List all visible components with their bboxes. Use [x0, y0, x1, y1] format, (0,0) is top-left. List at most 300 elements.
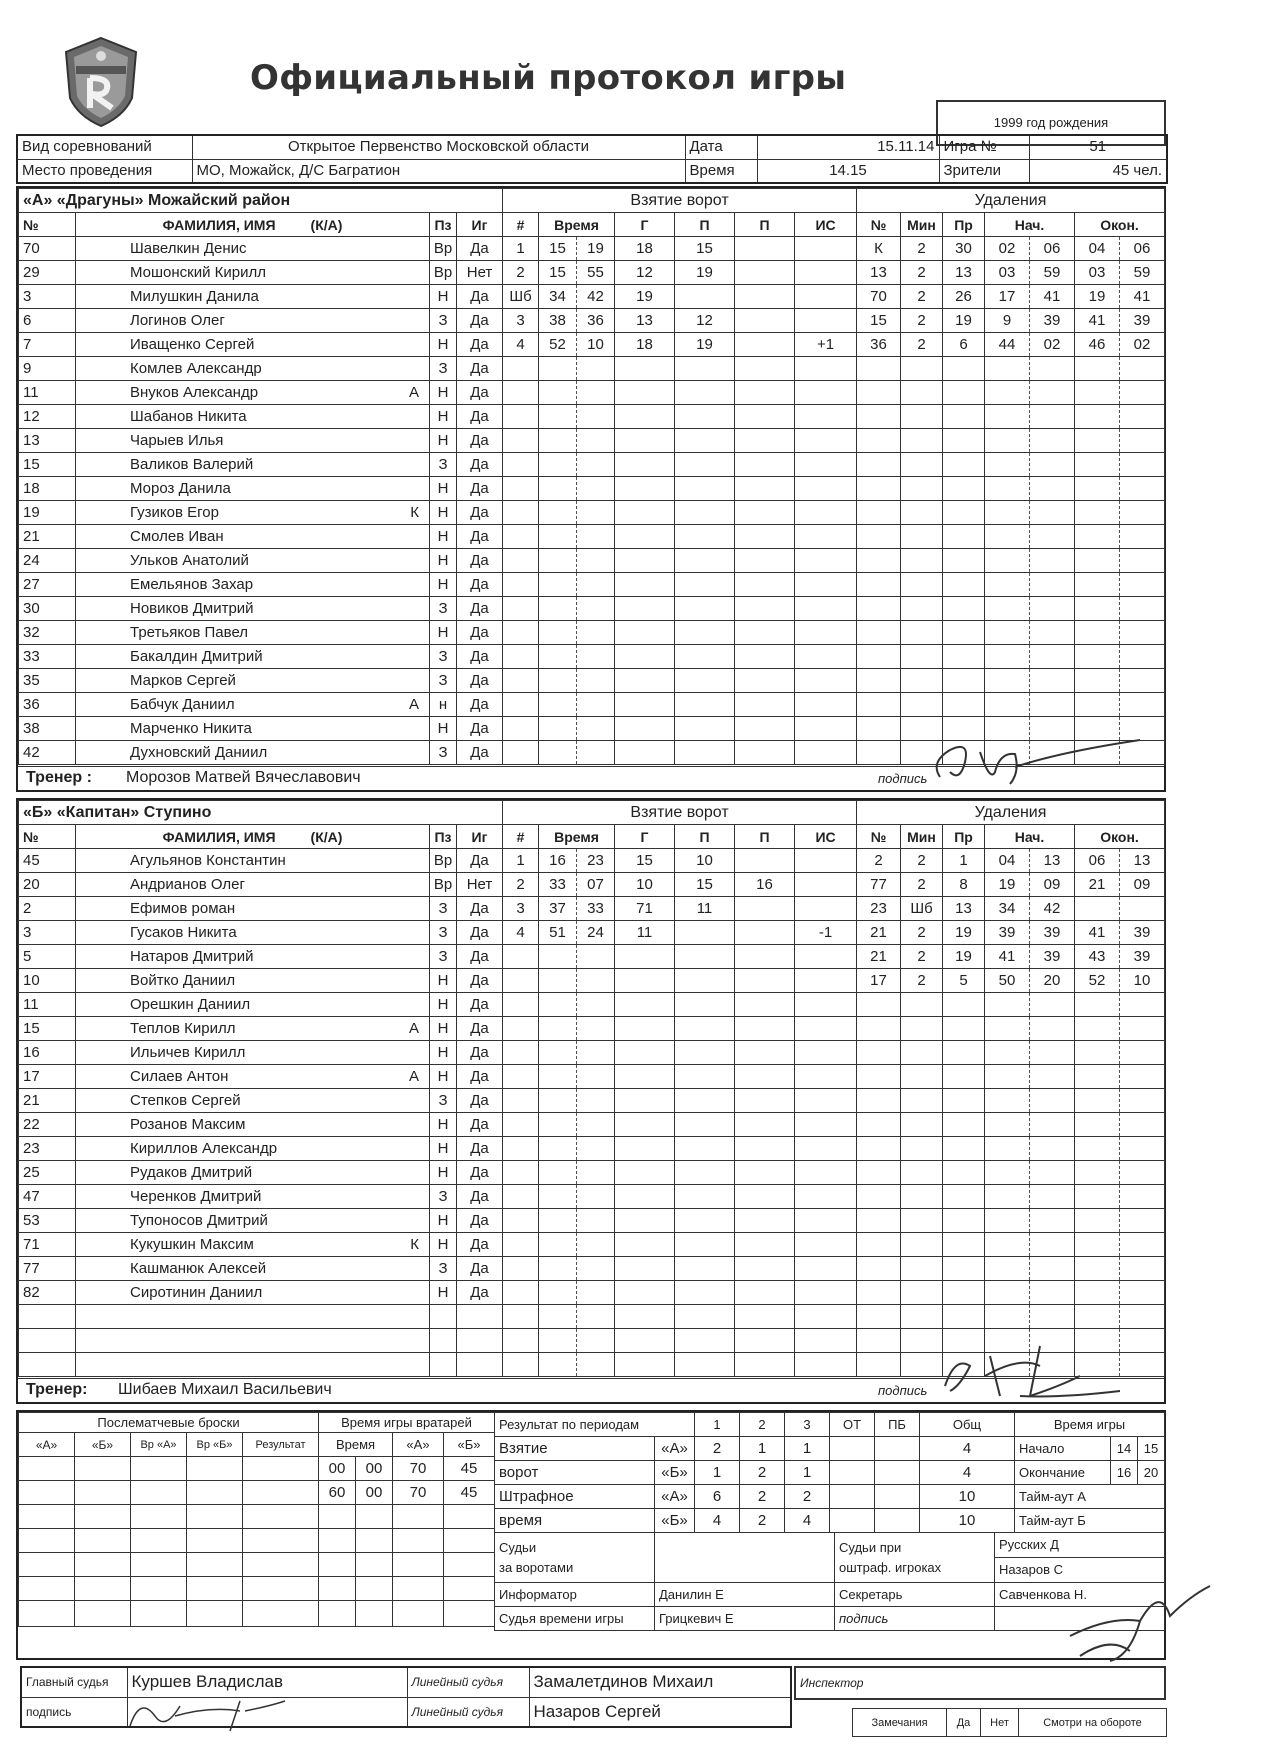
player-position: Н	[430, 1137, 457, 1161]
penalty-player	[857, 549, 901, 573]
player-name-text: Бакалдин Дмитрий	[130, 647, 263, 665]
penalty-end-sec	[1120, 1257, 1165, 1281]
penalty-reason: 1	[943, 849, 985, 873]
player-name	[76, 405, 430, 429]
penalty-start-sec: 39	[1030, 309, 1075, 333]
col-goal-assist-2: П	[735, 825, 795, 849]
goal-row	[503, 693, 857, 717]
penalty-start-min	[985, 645, 1030, 669]
goal-situation	[795, 945, 857, 969]
goal-number	[503, 1089, 539, 1113]
goal-second	[577, 945, 615, 969]
goal-second	[577, 1041, 615, 1065]
player-name-text: Ульков Анатолий	[130, 551, 249, 569]
goal-second	[577, 1353, 615, 1377]
penalty-start-min	[985, 1305, 1030, 1329]
player-name-text: Марков Сергей	[130, 671, 236, 689]
goal-second	[577, 669, 615, 693]
goal-row	[503, 1305, 857, 1329]
player-number: 15	[19, 1017, 76, 1041]
penalty-end-min	[1075, 1041, 1120, 1065]
goal-assist-2	[735, 1017, 795, 1041]
player-number	[19, 1305, 76, 1329]
goal-number	[503, 1065, 539, 1089]
penalty-start-sec	[1030, 621, 1075, 645]
goal-second	[577, 993, 615, 1017]
penalty-player	[857, 453, 901, 477]
goal-row	[503, 1281, 857, 1305]
col-pz: Пз	[430, 825, 457, 849]
goal-assist-2	[735, 237, 795, 261]
goal-assist-1	[675, 381, 735, 405]
col-pen-end: Окон.	[1075, 213, 1165, 237]
penalty-player	[857, 993, 901, 1017]
player-position: З	[430, 453, 457, 477]
goal-assist-1	[675, 501, 735, 525]
player-name-text: Духновский Даниил	[130, 743, 268, 761]
goal-number	[503, 429, 539, 453]
goals-title: Взятие ворот	[503, 801, 857, 825]
penalty-reason	[943, 1017, 985, 1041]
gk-col-b: «Б»	[444, 1433, 495, 1457]
team-a-title: «А» «Драгуны» Можайский район	[19, 189, 503, 213]
goal-situation	[795, 993, 857, 1017]
player-played: Да	[457, 357, 503, 381]
penalty-end-min	[1075, 645, 1120, 669]
player-name	[76, 1281, 430, 1305]
penalty-start-sec	[1030, 405, 1075, 429]
team-b-coach: Шибаев Михаил Васильевич	[118, 1381, 332, 1398]
goal-minute	[539, 1161, 577, 1185]
player-name-text: Кириллов Александр	[130, 1139, 278, 1157]
col-goal-assist-1: П	[675, 825, 735, 849]
penalty-reason	[943, 1233, 985, 1257]
player-name	[76, 921, 430, 945]
penalty-row	[857, 1017, 1165, 1041]
player-number: 3	[19, 921, 76, 945]
penalty-minutes	[901, 525, 943, 549]
penalty-start-min	[985, 1113, 1030, 1137]
penalty-start-min	[985, 993, 1030, 1017]
goal-assist-1	[675, 1305, 735, 1329]
player-number: 5	[19, 945, 76, 969]
penalty-end-sec	[1120, 993, 1165, 1017]
goals-a-pb	[875, 1437, 920, 1461]
penalty-start-sec	[1030, 477, 1075, 501]
goal-situation	[795, 237, 857, 261]
penalty-minutes	[901, 1113, 943, 1137]
goal-minute: 15	[539, 237, 577, 261]
penalty-player	[857, 1353, 901, 1377]
player-number	[19, 1329, 76, 1353]
goal-second: 19	[577, 237, 615, 261]
goal-situation	[795, 1329, 857, 1353]
goal-second	[577, 741, 615, 765]
penalty-player	[857, 1113, 901, 1137]
goal-assist-1	[675, 453, 735, 477]
penalty-judges-label: Судьи при оштраф. игроках	[835, 1533, 995, 1583]
penalty-row	[857, 993, 1165, 1017]
period-col-ot: ОТ	[830, 1413, 875, 1437]
penalty-minutes	[901, 501, 943, 525]
line-ref-label-1: Линейный судья	[407, 1667, 529, 1697]
goal-assist-2	[735, 1113, 795, 1137]
goal-row	[503, 1185, 857, 1209]
player-name	[76, 381, 430, 405]
goal-assist-1	[675, 717, 735, 741]
player-name-text: Войтко Даниил	[130, 971, 236, 989]
player-played: Да	[457, 945, 503, 969]
penalty-reason	[943, 1041, 985, 1065]
penalty-minutes	[901, 693, 943, 717]
goal-row	[503, 1089, 857, 1113]
penalty-start-min	[985, 669, 1030, 693]
penalty-minutes: 2	[901, 285, 943, 309]
goal-assist-1	[675, 1137, 735, 1161]
penalty-player	[857, 1233, 901, 1257]
penalty-start-sec	[1030, 669, 1075, 693]
penalty-start-sec: 02	[1030, 333, 1075, 357]
goal-assist-1	[675, 1329, 735, 1353]
penalty-player: 21	[857, 921, 901, 945]
goal-situation	[795, 1161, 857, 1185]
goal-scorer	[615, 645, 675, 669]
col-number: №	[19, 213, 76, 237]
penalty-end-min	[1075, 621, 1120, 645]
goal-row	[503, 1137, 857, 1161]
goal-scorer	[615, 1353, 675, 1377]
goal-second	[577, 1089, 615, 1113]
penalty-end-sec	[1120, 429, 1165, 453]
penalty-start-sec: 59	[1030, 261, 1075, 285]
player-played: Нет	[457, 873, 503, 897]
penalty-row	[857, 285, 1165, 309]
player-played: Да	[457, 1185, 503, 1209]
player-row	[19, 1209, 503, 1233]
col-ig: Иг	[457, 825, 503, 849]
goal-assist-2	[735, 1065, 795, 1089]
goal-number: 3	[503, 897, 539, 921]
pim-a-total: 10	[920, 1485, 1015, 1509]
inspector-table	[794, 1666, 1166, 1700]
goal-minute	[539, 1257, 577, 1281]
penalty-row	[857, 669, 1165, 693]
player-position: З	[430, 741, 457, 765]
goal-number	[503, 501, 539, 525]
goal-second	[577, 1185, 615, 1209]
goal-row	[503, 921, 857, 945]
player-role: А	[408, 1067, 419, 1085]
goal-minute	[539, 1305, 577, 1329]
pim-team-a-tag: «А»	[655, 1485, 695, 1509]
penalty-start-sec	[1030, 549, 1075, 573]
goals-b-p2: 2	[740, 1461, 785, 1485]
game-time-table	[1014, 1412, 1165, 1533]
goal-assist-2	[735, 549, 795, 573]
goal-assist-2	[735, 1353, 795, 1377]
penalty-end-min	[1075, 1257, 1120, 1281]
gk-row-2-b: 45	[444, 1481, 495, 1505]
player-row	[19, 669, 503, 693]
goal-second	[577, 693, 615, 717]
player-row	[19, 405, 503, 429]
penalty-minutes	[901, 1257, 943, 1281]
goal-second	[577, 573, 615, 597]
goal-scorer	[615, 621, 675, 645]
penalty-end-sec	[1120, 1137, 1165, 1161]
player-name	[76, 573, 430, 597]
player-name-text: Иващенко Сергей	[130, 335, 255, 353]
penalty-end-min	[1075, 1233, 1120, 1257]
head-ref-signature	[120, 1686, 290, 1736]
penalty-end-sec	[1120, 1161, 1165, 1185]
player-number: 42	[19, 741, 76, 765]
penalty-minutes	[901, 1161, 943, 1185]
col-ig: Иг	[457, 213, 503, 237]
penalty-minutes: 2	[901, 237, 943, 261]
player-name-text: Чарыев Илья	[130, 431, 224, 449]
player-name-text: Бабчук Даниил	[130, 695, 235, 713]
penalty-minutes	[901, 405, 943, 429]
penalty-player: К	[857, 237, 901, 261]
period-col-1: 1	[695, 1413, 740, 1437]
goal-number	[503, 573, 539, 597]
penalty-minutes	[901, 1209, 943, 1233]
penalty-end-sec	[1120, 1113, 1165, 1137]
player-row	[19, 1041, 503, 1065]
goal-number	[503, 525, 539, 549]
goal-row	[503, 381, 857, 405]
player-position: Н	[430, 285, 457, 309]
penalty-end-min	[1075, 573, 1120, 597]
penalty-start-sec	[1030, 1041, 1075, 1065]
penalty-minutes	[901, 573, 943, 597]
informer-label: Информатор	[495, 1583, 655, 1607]
goal-scorer	[615, 1281, 675, 1305]
player-number: 32	[19, 621, 76, 645]
goal-scorer	[615, 969, 675, 993]
penalty-start-sec	[1030, 429, 1075, 453]
player-number: 12	[19, 405, 76, 429]
player-played: Нет	[457, 261, 503, 285]
penalty-player	[857, 1209, 901, 1233]
goal-number	[503, 1257, 539, 1281]
player-played	[457, 1353, 503, 1377]
goal-situation	[795, 1281, 857, 1305]
player-number: 71	[19, 1233, 76, 1257]
player-played: Да	[457, 1257, 503, 1281]
player-played: Да	[457, 669, 503, 693]
goal-row	[503, 993, 857, 1017]
goal-judges-label: Судьи за воротами	[495, 1533, 655, 1583]
penalty-end-min	[1075, 1281, 1120, 1305]
pim-team-b-tag: «Б»	[655, 1509, 695, 1533]
pim-b-p1: 4	[695, 1509, 740, 1533]
goal-scorer: 71	[615, 897, 675, 921]
penalty-row	[857, 477, 1165, 501]
start-hour: 14	[1111, 1437, 1138, 1461]
penalty-minutes: 2	[901, 849, 943, 873]
spectators-label: Зрители	[939, 159, 1029, 183]
player-number: 33	[19, 645, 76, 669]
goal-second: 24	[577, 921, 615, 945]
penalty-row	[857, 1185, 1165, 1209]
goal-second	[577, 501, 615, 525]
goal-second: 36	[577, 309, 615, 333]
goals-b-p1: 1	[695, 1461, 740, 1485]
penalty-end-sec	[1120, 1089, 1165, 1113]
player-name-text: Гузиков Егор	[130, 503, 219, 521]
player-position: Н	[430, 621, 457, 645]
gk-col-a: «А»	[393, 1433, 444, 1457]
player-number: 6	[19, 309, 76, 333]
player-position: Н	[430, 381, 457, 405]
penalty-start-min: 02	[985, 237, 1030, 261]
period-col-3: 3	[785, 1413, 830, 1437]
goal-assist-1: 15	[675, 237, 735, 261]
goal-scorer	[615, 741, 675, 765]
goal-situation	[795, 549, 857, 573]
penalty-end-min	[1075, 525, 1120, 549]
timeout-a-label: Тайм-аут А	[1015, 1485, 1165, 1509]
player-row	[19, 1329, 503, 1353]
goal-scorer	[615, 381, 675, 405]
goal-minute	[539, 1185, 577, 1209]
goal-assist-1	[675, 597, 735, 621]
goal-assist-2	[735, 525, 795, 549]
team-a-coach: Морозов Матвей Вячеславович	[126, 769, 361, 786]
goal-row	[503, 1209, 857, 1233]
player-position: Вр	[430, 261, 457, 285]
player-played: Да	[457, 1017, 503, 1041]
goal-situation	[795, 1137, 857, 1161]
player-number: 25	[19, 1161, 76, 1185]
header-info-table	[16, 134, 1168, 184]
player-name-text: Теплов Кирилл	[130, 1019, 236, 1037]
player-number: 2	[19, 897, 76, 921]
player-role: К	[410, 503, 419, 521]
player-position: Н	[430, 1041, 457, 1065]
goal-assist-1: 10	[675, 849, 735, 873]
coach-label: Тренер:	[26, 1381, 88, 1398]
penalty-end-sec	[1120, 1281, 1165, 1305]
goal-scorer	[615, 1041, 675, 1065]
penalty-end-min	[1075, 453, 1120, 477]
goal-minute	[539, 1329, 577, 1353]
penalty-reason	[943, 693, 985, 717]
player-position: Вр	[430, 237, 457, 261]
goal-assist-1	[675, 669, 735, 693]
penalty-end-min: 41	[1075, 309, 1120, 333]
shootout-col-gk-b: Вр «Б»	[187, 1433, 243, 1457]
goal-row	[503, 873, 857, 897]
goal-second	[577, 1233, 615, 1257]
goal-assist-1	[675, 1353, 735, 1377]
player-name-text: Третьяков Павел	[130, 623, 249, 641]
penalty-end-sec: 39	[1120, 309, 1165, 333]
penalty-start-sec	[1030, 1089, 1075, 1113]
goal-minute	[539, 573, 577, 597]
penalty-minutes	[901, 381, 943, 405]
col-goal-number: #	[503, 213, 539, 237]
goal-scorer: 18	[615, 333, 675, 357]
penalty-start-min: 9	[985, 309, 1030, 333]
penalty-minutes	[901, 453, 943, 477]
penalty-start-min	[985, 1185, 1030, 1209]
player-number: 11	[19, 381, 76, 405]
pim-label: Штрафное	[495, 1485, 655, 1509]
player-played: Да	[457, 1089, 503, 1113]
penalty-start-min	[985, 549, 1030, 573]
player-number: 13	[19, 429, 76, 453]
goal-situation	[795, 873, 857, 897]
head-ref-sign-label: подпись	[21, 1697, 127, 1727]
goal-assist-1	[675, 969, 735, 993]
pim-b-p3: 4	[785, 1509, 830, 1533]
goal-assist-2	[735, 849, 795, 873]
goal-second	[577, 381, 615, 405]
player-played: Да	[457, 573, 503, 597]
venue-label: Место проведения	[17, 159, 192, 183]
player-played: Да	[457, 237, 503, 261]
penalty-start-min	[985, 453, 1030, 477]
penalty-row	[857, 429, 1165, 453]
penalty-reason	[943, 405, 985, 429]
col-goal-scorer: Г	[615, 213, 675, 237]
penalty-minutes	[901, 357, 943, 381]
penalty-end-min	[1075, 693, 1120, 717]
goal-situation	[795, 897, 857, 921]
player-position: Н	[430, 429, 457, 453]
goal-number	[503, 741, 539, 765]
penalty-start-sec	[1030, 1185, 1075, 1209]
goal-minute	[539, 621, 577, 645]
player-number: 47	[19, 1185, 76, 1209]
penalty-reason	[943, 669, 985, 693]
goal-scorer	[615, 1257, 675, 1281]
goal-number: 4	[503, 333, 539, 357]
player-position: Н	[430, 573, 457, 597]
player-played: Да	[457, 453, 503, 477]
goal-minute	[539, 405, 577, 429]
timekeeper-value: Грицкевич Е	[655, 1607, 835, 1631]
player-played: Да	[457, 1137, 503, 1161]
player-row	[19, 873, 503, 897]
goals-a-total: 4	[920, 1437, 1015, 1461]
goal-scorer	[615, 1233, 675, 1257]
goal-situation	[795, 501, 857, 525]
goal-scorer	[615, 429, 675, 453]
penalty-player	[857, 1257, 901, 1281]
penalty-minutes: Шб	[901, 897, 943, 921]
goal-assist-2	[735, 597, 795, 621]
player-name	[76, 453, 430, 477]
goal-second	[577, 1137, 615, 1161]
player-position: Н	[430, 333, 457, 357]
player-number: 30	[19, 597, 76, 621]
penalty-start-min	[985, 501, 1030, 525]
goal-minute	[539, 429, 577, 453]
player-name-text: Тупоносов Дмитрий	[130, 1211, 268, 1229]
penalty-minutes	[901, 669, 943, 693]
goal-scorer	[615, 717, 675, 741]
goal-row	[503, 549, 857, 573]
player-name-text: Комлев Александр	[130, 359, 262, 377]
player-number: 17	[19, 1065, 76, 1089]
coach-b-signature	[930, 1336, 1130, 1406]
player-name	[76, 357, 430, 381]
player-name-text: Логинов Олег	[130, 311, 225, 329]
